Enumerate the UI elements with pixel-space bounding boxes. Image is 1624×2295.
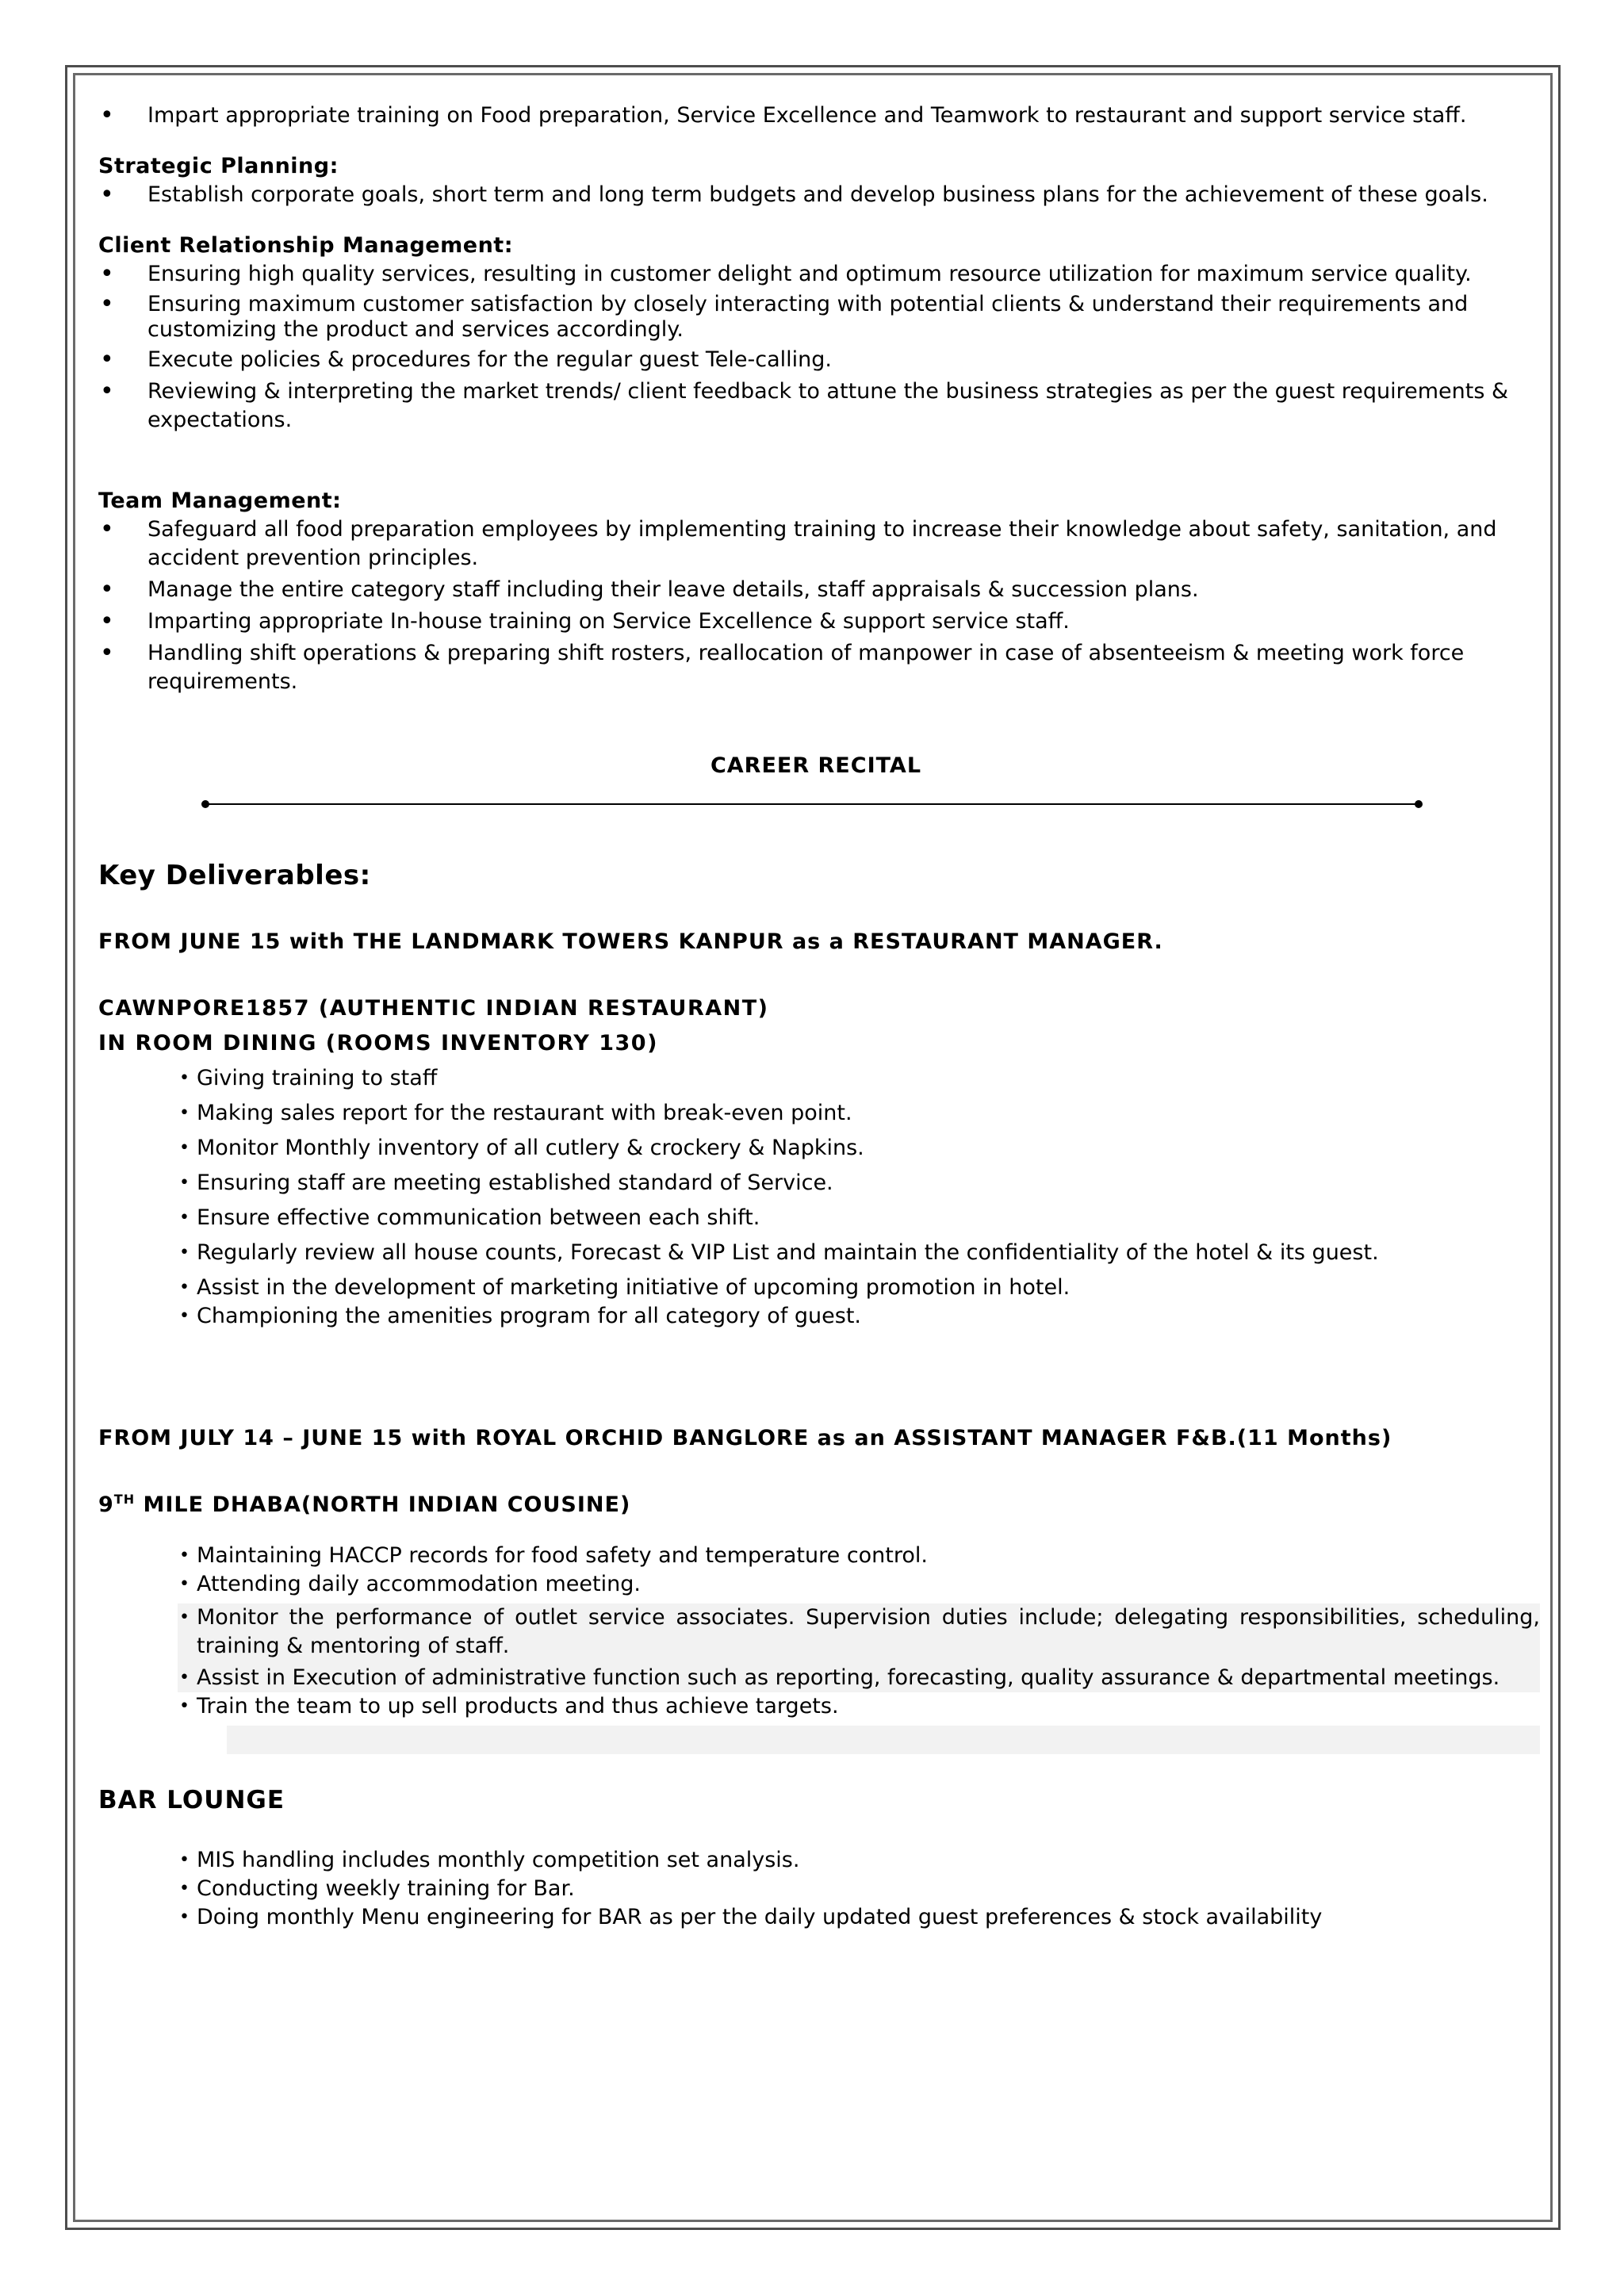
list-item: • Safeguard all food preparation employees by implementing training to increase their knowledge about safety, sanitation, and accident prevention principles. bbox=[100, 515, 1497, 570]
job1-list bbox=[98, 1064, 1542, 1331]
section-heading: Strategic Planning: bbox=[98, 154, 339, 178]
list-item: • Regularly review all house counts, Forecast & VIP List and maintain the confidentiality of the hotel & its guest. bbox=[178, 1239, 1542, 1267]
list-item: • Reviewing & interpreting the market trends/ client feedback to attune the business strategies as per the guest requirements & expectations. bbox=[100, 377, 1509, 432]
bullet-icon: • bbox=[179, 1243, 190, 1262]
team-list bbox=[98, 515, 1542, 696]
job2-outlet: 9TH MILE DHABA(NORTH INDIAN COUSINE) bbox=[98, 1492, 631, 1517]
shaded-blank-row bbox=[227, 1726, 1540, 1754]
bullet-icon: • bbox=[179, 1068, 190, 1088]
list-item: • Giving training to staff bbox=[178, 1064, 1542, 1093]
list-item: • MIS handling includes monthly competition set analysis. bbox=[178, 1846, 1542, 1875]
list-item: • Championing the amenities program for all category of guest. bbox=[178, 1302, 1542, 1331]
bullet-icon: • bbox=[179, 1574, 190, 1594]
bullet-icon: • bbox=[100, 515, 114, 543]
resume-content bbox=[98, 98, 1542, 1932]
bullet-icon: • bbox=[179, 1907, 190, 1927]
section-heading: Team Management: bbox=[98, 489, 342, 513]
list-item: • Imparting appropriate In-house training on Service Excellence & support service staff. bbox=[100, 607, 1070, 635]
job2-list-shaded bbox=[178, 1603, 1540, 1692]
bullet-icon: • bbox=[179, 1850, 190, 1870]
list-item: • Ensuring maximum customer satisfaction by closely interacting with potential clients & understand their requirements and customizing the product and services accordingly. bbox=[100, 290, 1469, 342]
bullet-icon: • bbox=[100, 607, 114, 635]
key-deliverables-heading: Key Deliverables: bbox=[98, 860, 371, 891]
team-management-section bbox=[98, 487, 1542, 696]
list-item: • Monitor the performance of outlet service associates. Supervision duties include; delegating responsibilities, scheduling, training & mentoring of staff. bbox=[179, 1605, 1540, 1658]
bullet-icon: • bbox=[100, 102, 114, 129]
bullet-icon: • bbox=[100, 290, 114, 318]
strategic-planning-section bbox=[98, 152, 1542, 209]
bullet-icon: • bbox=[179, 1879, 190, 1898]
bullet-icon: • bbox=[179, 1546, 190, 1565]
career-recital-section bbox=[98, 752, 1542, 809]
job2-list-b bbox=[98, 1692, 1542, 1721]
list-item: • Train the team to up sell products and thus achieve targets. bbox=[178, 1692, 1542, 1721]
bullet-icon: • bbox=[100, 639, 114, 667]
bullet-icon: • bbox=[179, 1607, 190, 1627]
list-item: • Assist in Execution of administrative function such as reporting, forecasting, quality assurance & departmental meetings. bbox=[178, 1664, 1540, 1692]
bullet-icon: • bbox=[179, 1208, 190, 1228]
divider-dot-left bbox=[201, 800, 209, 808]
job2-list-a bbox=[98, 1542, 1542, 1599]
client-relationship-section bbox=[98, 232, 1542, 435]
list-item: • Ensure effective communication between each shift. bbox=[178, 1204, 1542, 1232]
bullet-icon: • bbox=[179, 1278, 190, 1297]
list-item: • Conducting weekly training for Bar. bbox=[178, 1875, 1542, 1903]
list-item: • Attending daily accommodation meeting. bbox=[178, 1570, 1542, 1599]
list-item: • Maintaining HACCP records for food safety and temperature control. bbox=[178, 1542, 1542, 1570]
client-list bbox=[98, 260, 1542, 435]
job1-outlet-2: IN ROOM DINING (ROOMS INVENTORY 130) bbox=[98, 1031, 658, 1056]
bullet-icon: • bbox=[100, 576, 114, 603]
bar-list bbox=[98, 1846, 1542, 1932]
bullet-icon: • bbox=[100, 346, 114, 374]
job1-line: FROM JUNE 15 with THE LANDMARK TOWERS KANPUR as a RESTAURANT MANAGER. bbox=[98, 929, 1163, 954]
list-item: • Ensuring staff are meeting established standard of Service. bbox=[178, 1169, 1542, 1197]
list-item: • Impart appropriate training on Food preparation, Service Excellence and Teamwork to restaurant and support service staff. bbox=[100, 102, 1467, 129]
bullet-icon: • bbox=[179, 1696, 190, 1716]
section-heading: Client Relationship Management: bbox=[98, 233, 513, 258]
bullet-icon: • bbox=[100, 181, 114, 209]
list-item: • Establish corporate goals, short term and long term budgets and develop business plans for the achievement of these goals. bbox=[100, 181, 1488, 209]
list-item: • Handling shift operations & preparing shift rosters, reallocation of manpower in case of absenteeism & meeting work force requirements. bbox=[100, 639, 1465, 694]
intro-list bbox=[98, 102, 1542, 130]
divider bbox=[201, 799, 1423, 809]
bullet-icon: • bbox=[100, 260, 114, 288]
bullet-icon: • bbox=[179, 1103, 190, 1123]
divider-line bbox=[206, 803, 1418, 805]
list-item: • Manage the entire category staff including their leave details, staff appraisals & succession plans. bbox=[100, 576, 1199, 603]
bullet-icon: • bbox=[179, 1138, 190, 1158]
list-item: • Execute policies & procedures for the regular guest Tele-calling. bbox=[100, 346, 832, 374]
bullet-icon: • bbox=[100, 377, 114, 405]
job2-line: FROM JULY 14 – JUNE 15 with ROYAL ORCHID BANGLORE as an ASSISTANT MANAGER F&B.(11 Months) bbox=[98, 1426, 1392, 1450]
strategic-list bbox=[98, 181, 1542, 209]
list-item: • Assist in the development of marketing initiative of upcoming promotion in hotel. bbox=[178, 1274, 1542, 1302]
list-item: • Ensuring high quality services, resulting in customer delight and optimum resource utilization for maximum service quality. bbox=[100, 260, 1472, 288]
bar-lounge-heading: BAR LOUNGE bbox=[98, 1786, 285, 1814]
list-item: • Monitor Monthly inventory of all cutlery & crockery & Napkins. bbox=[178, 1134, 1542, 1163]
bullet-icon: • bbox=[179, 1306, 190, 1326]
job1-outlet-1: CAWNPORE1857 (AUTHENTIC INDIAN RESTAURANT) bbox=[98, 996, 769, 1021]
bullet-icon: • bbox=[179, 1173, 190, 1193]
list-item: • Doing monthly Menu engineering for BAR as per the daily updated guest preferences & stock availability bbox=[178, 1903, 1542, 1932]
list-item: • Making sales report for the restaurant with break-even point. bbox=[178, 1099, 1542, 1128]
bullet-icon: • bbox=[179, 1668, 190, 1688]
career-recital-title: CAREER RECITAL bbox=[710, 753, 922, 778]
divider-dot-right bbox=[1415, 800, 1423, 808]
